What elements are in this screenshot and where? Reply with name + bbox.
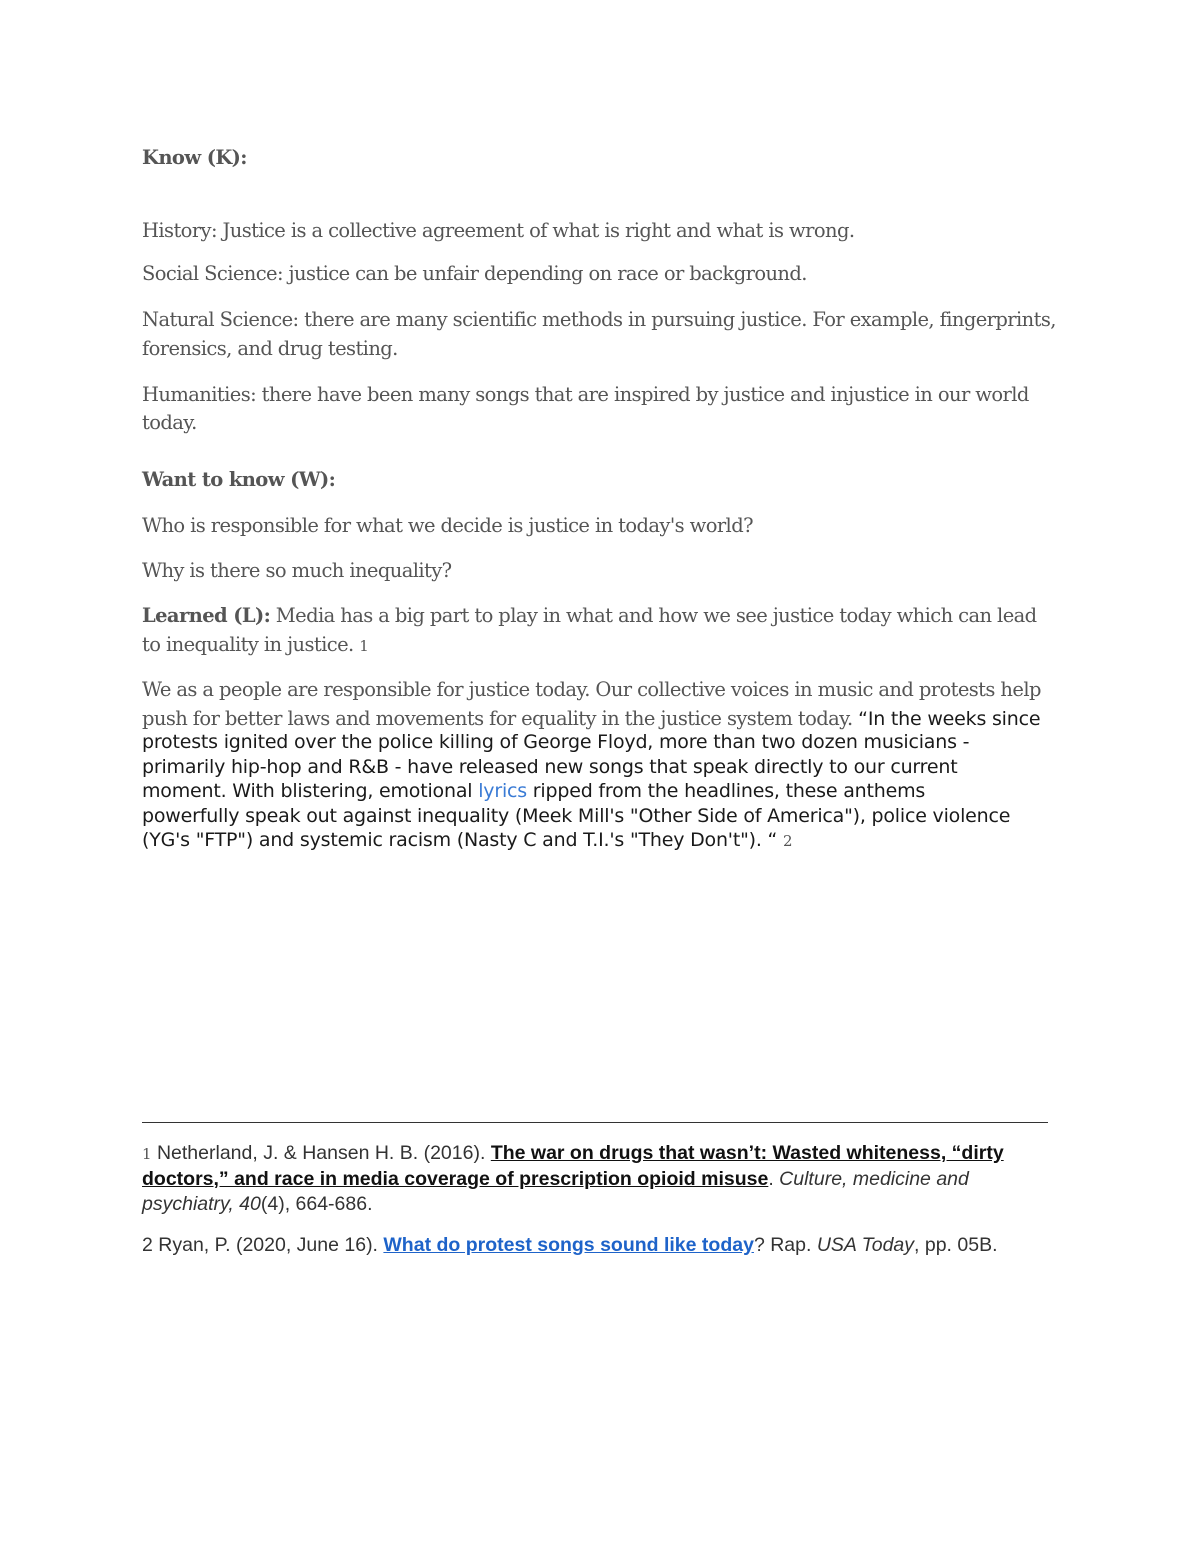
quote-block <box>142 730 1010 854</box>
footnote-1-title-link-a[interactable]: The war on drugs that wasn’t: Wasted whiteness, “dirty <box>490 1142 1004 1164</box>
quote-line-7 <box>142 828 1010 854</box>
learned-heading: Learned (L): <box>142 604 271 627</box>
learned-line1 <box>142 601 1037 630</box>
footnote-1-authors: Netherland, J. & Hansen H. B. (2016). <box>151 1142 491 1164</box>
footnote-2-source: USA Today <box>816 1234 915 1256</box>
footnote-2-authors: Ryan, P. (2020, June 16). <box>152 1234 384 1256</box>
learned-line2 <box>142 630 368 661</box>
quote-line-7-text: (YG's "FTP") and systemic racism (Nasty C and T.I.'s "They Don't"). “ <box>142 829 778 851</box>
want-question-1: Who is responsible for what we decide is justice in today's world? <box>142 514 753 537</box>
footnote-1-line1 <box>142 1141 1004 1167</box>
learned-text-2: to inequality in justice. <box>142 633 354 656</box>
footnote-1-line3 <box>142 1192 1004 1217</box>
footnote-2-number: 2 <box>142 1234 153 1256</box>
footnote-1 <box>142 1141 1004 1217</box>
know-natural-science-line1: Natural Science: there are many scientific methods in pursuing justice. For example, fingerprints, <box>142 308 1056 331</box>
footnote-1-title-link-b[interactable]: doctors,” and race in media coverage of prescription opioid misuse <box>142 1168 769 1190</box>
know-humanities-line1: Humanities: there have been many songs that are inspired by justice and injustice in our world <box>142 383 1029 406</box>
know-humanities-line2: today. <box>142 411 197 434</box>
footnote-ref-1[interactable]: 1 <box>359 637 369 655</box>
lyrics-link[interactable]: lyrics <box>478 780 527 802</box>
know-heading: Know (K): <box>142 146 247 169</box>
know-natural-science-line2: forensics, and drug testing. <box>142 337 398 360</box>
footnote-1-number: 1 <box>142 1145 152 1163</box>
footnote-1-rest: (4), 664-686. <box>260 1193 373 1215</box>
want-question-2: Why is there so much inequality? <box>142 559 452 582</box>
footnote-1-journal: Culture, medicine and <box>779 1168 969 1190</box>
footnote-2 <box>142 1233 998 1258</box>
know-social-science: Social Science: justice can be unfair depending on race or background. <box>142 262 807 285</box>
quote-line-5 <box>142 779 1010 804</box>
footnote-2-after-title: ? Rap. <box>753 1234 817 1256</box>
footnote-1-line2 <box>142 1167 1004 1192</box>
quote-line-3: protests ignited over the police killing of George Floyd, more than two dozen musicians - <box>142 731 970 753</box>
want-heading: Want to know (W): <box>142 468 336 491</box>
footnote-2-title-link[interactable]: What do protest songs sound like today <box>383 1234 754 1256</box>
quote-line-5-a: moment. With blistering, emotional <box>142 780 479 802</box>
learned-text-1: Media has a big part to play in what and how we see justice today which can lead <box>270 604 1037 627</box>
know-history: History: Justice is a collective agreement of what is right and what is wrong. <box>142 219 855 242</box>
footnote-2-rest: , pp. 05B. <box>914 1234 998 1256</box>
learned-p2-line1: We as a people are responsible for justice today. Our collective voices in music and protests help <box>142 678 1041 701</box>
learned-p2-line2-serif: push for better laws and movements for equality in the justice system today. <box>142 707 859 730</box>
quote-line-4: primarily hip-hop and R&B - have released new songs that speak directly to our current <box>142 755 958 778</box>
footnote-ref-2[interactable]: 2 <box>783 832 792 850</box>
quote-open: “In the weeks since <box>858 708 1041 730</box>
footnote-1-after-title: . <box>768 1168 780 1190</box>
quote-line-5-b: ripped from the headlines, these anthems <box>526 780 926 802</box>
footnote-1-journal-volume: psychiatry, 40 <box>142 1193 261 1215</box>
quote-line-6: powerfully speak out against inequality (Meek Mill's "Other Side of America"), police violence <box>142 804 1011 827</box>
footnote-divider <box>142 1122 1048 1123</box>
